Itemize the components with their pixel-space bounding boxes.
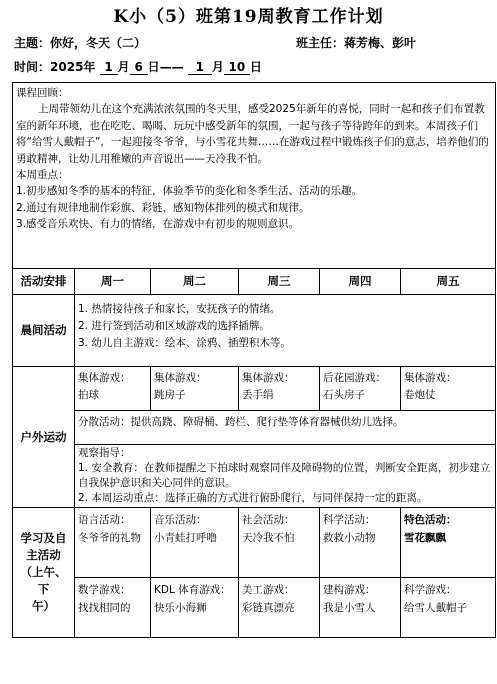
learning-label: [13, 508, 75, 638]
header-activity: 活动安排: [13, 269, 75, 295]
game-name: 石头房子: [323, 389, 365, 401]
outdoor-label: 户外运动: [13, 367, 75, 508]
learning-cell: [239, 508, 320, 578]
learning-type: 语言活动：: [78, 514, 131, 526]
learning-type: 科学游戏：: [404, 584, 457, 596]
focus-title: 本周重点：: [16, 169, 69, 182]
learning-name: 救救小动物: [323, 532, 376, 544]
learning-label-line: （上午、下: [20, 565, 67, 596]
outdoor-game-cell: [75, 367, 151, 411]
learning-cell: [75, 578, 151, 638]
observe-cell: [75, 445, 496, 508]
game-name: 拍球: [78, 389, 99, 401]
review-text: 上周带领幼儿在这个充满浓浓氛围的冬天里，感受2025年新年的喜悦，同时一起和孩子们布置教室的新年环境，也在吃吃、喝喝、玩玩中感受新年的氛围，一起与孩子等待跨年的到来。本周孩子们将“给雪人戴帽子”，一起迎接冬爷爷，与小雪花共舞……在游戏过程中锻炼孩子们的意志，培养他们的勇敢精神，让幼儿用稚嫩的声音说出——天冷我不怕。: [16, 103, 489, 165]
learning-type: 科学活动：: [323, 514, 376, 526]
game-type: 集体游戏：: [154, 372, 207, 384]
learning-label-line: 主活动: [26, 548, 61, 562]
header-day: 周四: [320, 269, 401, 295]
learning-cell: [401, 578, 496, 638]
game-name: 卷炮仗: [404, 389, 436, 401]
learning-cell: [401, 508, 496, 578]
outdoor-game-cell: [320, 367, 401, 411]
learning-name: 彩链真漂亮: [242, 602, 295, 614]
observe-title: 观察指导：: [78, 447, 131, 459]
header-day: 周五: [401, 269, 496, 295]
learning-name: 我是小雪人: [323, 602, 376, 614]
focus-item: 3.感受音乐欢快、有力的情绪，在游戏中有初步的规则意识。: [16, 218, 300, 231]
morning-item: 3. 幼儿自主游戏：绘本、涂鸦、插塑积木等。: [78, 337, 291, 349]
sub-activity-cell: 分散活动：提供高跷、障碍桶、跨栏、爬行垫等体育器械供幼儿选择。: [75, 411, 496, 445]
plan-table: [12, 82, 496, 638]
learning-name: 小青蛙打呼噜: [154, 532, 217, 544]
outdoor-game-cell: [401, 367, 496, 411]
start-month: 1: [100, 60, 118, 75]
game-name: 丢手绢: [242, 389, 274, 401]
time-label: 时间：: [14, 60, 51, 74]
outdoor-game-cell: [239, 367, 320, 411]
learning-name: 找找相同的: [78, 602, 131, 614]
learning-name: 天冷我不怕: [242, 532, 295, 544]
game-type: 后花园游戏：: [323, 372, 386, 384]
game-type: 集体游戏：: [242, 372, 295, 384]
learning-name: 冬爷爷的礼物: [78, 532, 141, 544]
month-unit-2: 月: [211, 60, 224, 74]
learning-name: 快乐小海狮: [154, 602, 207, 614]
theme-line: [14, 34, 146, 51]
learning-cell: [320, 578, 401, 638]
learning-type: 音乐活动：: [154, 514, 207, 526]
learning-cell: [75, 508, 151, 578]
header-day: 周三: [239, 269, 320, 295]
time-year: 2025年: [50, 60, 96, 74]
theme-label: 主题：: [14, 36, 51, 50]
learning-label-line: 学习及自: [20, 531, 67, 545]
theme-value: 你好，冬天（二）: [50, 36, 147, 50]
game-type: 集体游戏：: [78, 372, 131, 384]
learning-cell: [239, 578, 320, 638]
learning-type: 社会活动：: [242, 514, 295, 526]
learning-type: 美工游戏：: [242, 584, 295, 596]
end-day: 10: [224, 60, 250, 75]
outdoor-game-cell: [151, 367, 239, 411]
game-name: 跳房子: [154, 389, 186, 401]
learning-type: KDL 体育游戏：: [154, 584, 231, 596]
focus-item: 1.初步感知冬季的基本的特征，体验季节的变化和冬季生活、活动的乐趣。: [16, 185, 363, 198]
review-title: 课程回顾：: [16, 87, 69, 99]
learning-type: 数学游戏：: [78, 584, 131, 596]
page-title: K小（5）班第19周教育工作计划: [113, 7, 384, 27]
learning-cell: [151, 508, 239, 578]
learning-cell: [151, 578, 239, 638]
intro-cell: [13, 83, 496, 269]
header-day: 周二: [151, 269, 239, 295]
game-type: 集体游戏：: [404, 372, 457, 384]
learning-label-line: 午）: [32, 599, 55, 613]
observe-item: 1. 安全教育：在教师提醒之下拍球时观察同伴及障碍物的位置，判断安全距离，初步建立自我保护意识和关心同伴的意识。: [78, 462, 491, 489]
observe-item: 2. 本周运动重点：选择正确的方式进行俯卧爬行，与同伴保持一定的距离。: [78, 492, 428, 504]
morning-label: 晨间活动: [13, 295, 75, 367]
month-unit: 月: [117, 60, 130, 74]
learning-cell: [320, 508, 401, 578]
learning-type: 特色活动：: [404, 514, 457, 526]
morning-item: 2. 进行签到活动和区域游戏的选择插牌。: [78, 320, 270, 332]
learning-type: 建构游戏：: [323, 584, 376, 596]
teacher-label: 班主任：: [296, 36, 345, 50]
teacher-line: [296, 34, 416, 51]
end-month: 1: [188, 60, 212, 75]
start-day: 6: [130, 60, 148, 75]
header-day: 周一: [75, 269, 151, 295]
learning-name: 给雪人戴帽子: [404, 602, 467, 614]
header-row: [13, 269, 496, 295]
time-line: [14, 58, 262, 75]
teacher-value: 蒋芳梅、彭叶: [344, 36, 417, 50]
focus-item: 2.通过有规律地制作彩旗、彩链，感知物体排列的模式和规律。: [16, 201, 310, 214]
day-unit: 日——: [147, 60, 184, 74]
morning-cell: [75, 295, 496, 367]
morning-item: 1. 热情接待孩子和家长，安抚孩子的情绪。: [78, 303, 281, 315]
learning-name: 雪花飘飘: [404, 532, 446, 544]
day-unit-2: 日: [249, 60, 262, 74]
